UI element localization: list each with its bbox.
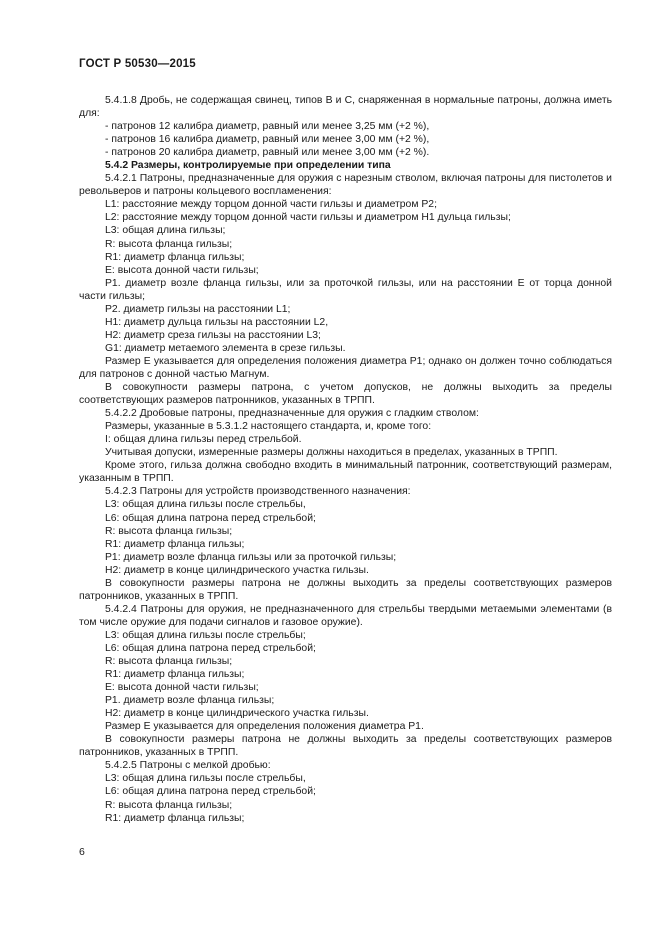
- paragraph: Кроме этого, гильза должна свободно входить в минимальный патронник, соответствующий размерам, указанным в ТРПП.: [79, 460, 612, 485]
- list-item: Размеры, указанные в 5.3.1.2 настоящего стандарта, и, кроме того:: [105, 421, 432, 433]
- paragraph: 5.4.2.5 Патроны с мелкой дробью:: [105, 760, 271, 772]
- list-item: Р1. диаметр возле фланца гильзы;: [105, 695, 275, 707]
- paragraph: В совокупности размеры патрона не должны выходить за пределы соответствующих размеров патронников, указанных в ТРПП.: [79, 577, 612, 602]
- list-item: I: общая длина гильзы перед стрельбой.: [105, 434, 302, 446]
- list-item: R: высота фланца гильзы;: [105, 238, 233, 250]
- list-item: R: высота фланца гильзы;: [105, 525, 233, 537]
- document-header: ГОСТ Р 50530—2015: [79, 58, 196, 70]
- paragraph: 5.4.2.2 Дробовые патроны, предназначенные для оружия с гладким стволом:: [105, 408, 479, 420]
- section-heading: 5.4.2 Размеры, контролируемые при определении типа: [105, 160, 391, 172]
- paragraph: В совокупности размеры патрона, с учетом допусков, не должны выходить за пределы соответствующих размеров патронников, указанных в ТРПП.: [79, 382, 612, 407]
- list-item: - патронов 20 калибра диаметр, равный или менее 3,00 мм (+2 %).: [105, 147, 430, 159]
- list-item: L6: общая длина патрона перед стрельбой;: [105, 786, 316, 798]
- list-item: R1: диаметр фланца гильзы;: [105, 251, 245, 263]
- list-item: L1: расстояние между торцом донной части гильзы и диаметром Р2;: [105, 199, 437, 211]
- list-item: Р1: диаметр возле фланца гильзы или за проточкой гильзы;: [105, 551, 397, 563]
- list-item: L6: общая длина патрона перед стрельбой;: [105, 512, 316, 524]
- list-item: L3: общая длина гильзы после стрельбы;: [105, 629, 306, 641]
- paragraph: 5.4.1.8 Дробь, не содержащая свинец, типов В и С, снаряженная в нормальные патроны, должна иметь для:: [79, 95, 612, 120]
- list-item: Н2: диаметр в конце цилиндрического участка гильзы.: [105, 564, 369, 576]
- paragraph: Размер Е указывается для определения положения диаметра Р1; однако он должен точно соблюдаться для патронов с донной частью Магнум.: [79, 355, 612, 380]
- paragraph: Р1. диаметр возле фланца гильзы, или за проточкой гильзы, или на расстоянии Е от торца донной части гильзы;: [79, 277, 612, 302]
- list-item: - патронов 12 калибра диаметр, равный или менее 3,25 мм (+2 %),: [105, 121, 430, 133]
- list-item: L6: общая длина патрона перед стрельбой;: [105, 642, 316, 654]
- paragraph: 5.4.2.4 Патроны для оружия, не предназначенного для стрельбы твердыми метаемыми элементами (в том числе оружие для подачи сигналов и газовое оружие).: [79, 603, 612, 628]
- list-item: Р2. диаметр гильзы на расстоянии L1;: [105, 303, 291, 315]
- document-body: [79, 94, 612, 825]
- list-item: Н2: диаметр среза гильзы на расстоянии L3;: [105, 329, 321, 341]
- list-item: R: высота фланца гильзы;: [105, 656, 233, 668]
- page-number: 6: [79, 846, 85, 858]
- list-item: Размер Е указывается для определения положения диаметра Р1.: [105, 721, 424, 733]
- paragraph: 5.4.2.3 Патроны для устройств производственного назначения:: [105, 486, 411, 498]
- list-item: Н1: диаметр дульца гильзы на расстоянии L2,: [105, 316, 329, 328]
- list-item: L3: общая длина гильзы после стрельбы,: [105, 773, 306, 785]
- list-item: Н2: диаметр в конце цилиндрического участка гильзы.: [105, 708, 369, 720]
- paragraph: В совокупности размеры патрона не должны выходить за пределы соответствующих размеров патронников, указанных в ТРПП.: [79, 734, 612, 759]
- list-item: L3: общая длина гильзы;: [105, 225, 226, 237]
- list-item: R1: диаметр фланца гильзы;: [105, 812, 245, 824]
- list-item: Е: высота донной части гильзы;: [105, 682, 259, 694]
- list-item: R: высота фланца гильзы;: [105, 799, 233, 811]
- list-item: Учитывая допуски, измеренные размеры должны находиться в пределах, указанных в ТРПП.: [105, 447, 558, 459]
- list-item: R1: диаметр фланца гильзы;: [105, 669, 245, 681]
- list-item: L2: расстояние между торцом донной части гильзы и диаметром Н1 дульца гильзы;: [105, 212, 511, 224]
- list-item: Е: высота донной части гильзы;: [105, 264, 259, 276]
- list-item: R1: диаметр фланца гильзы;: [105, 538, 245, 550]
- list-item: - патронов 16 калибра диаметр, равный или менее 3,00 мм (+2 %),: [105, 134, 430, 146]
- list-item: L3: общая длина гильзы после стрельбы,: [105, 499, 306, 511]
- paragraph: 5.4.2.1 Патроны, предназначенные для оружия с нарезным стволом, включая патроны для пистолетов и револьверов и патроны кольцевого воспламенения:: [79, 173, 612, 198]
- list-item: G1: диаметр метаемого элемента в срезе гильзы.: [105, 342, 346, 354]
